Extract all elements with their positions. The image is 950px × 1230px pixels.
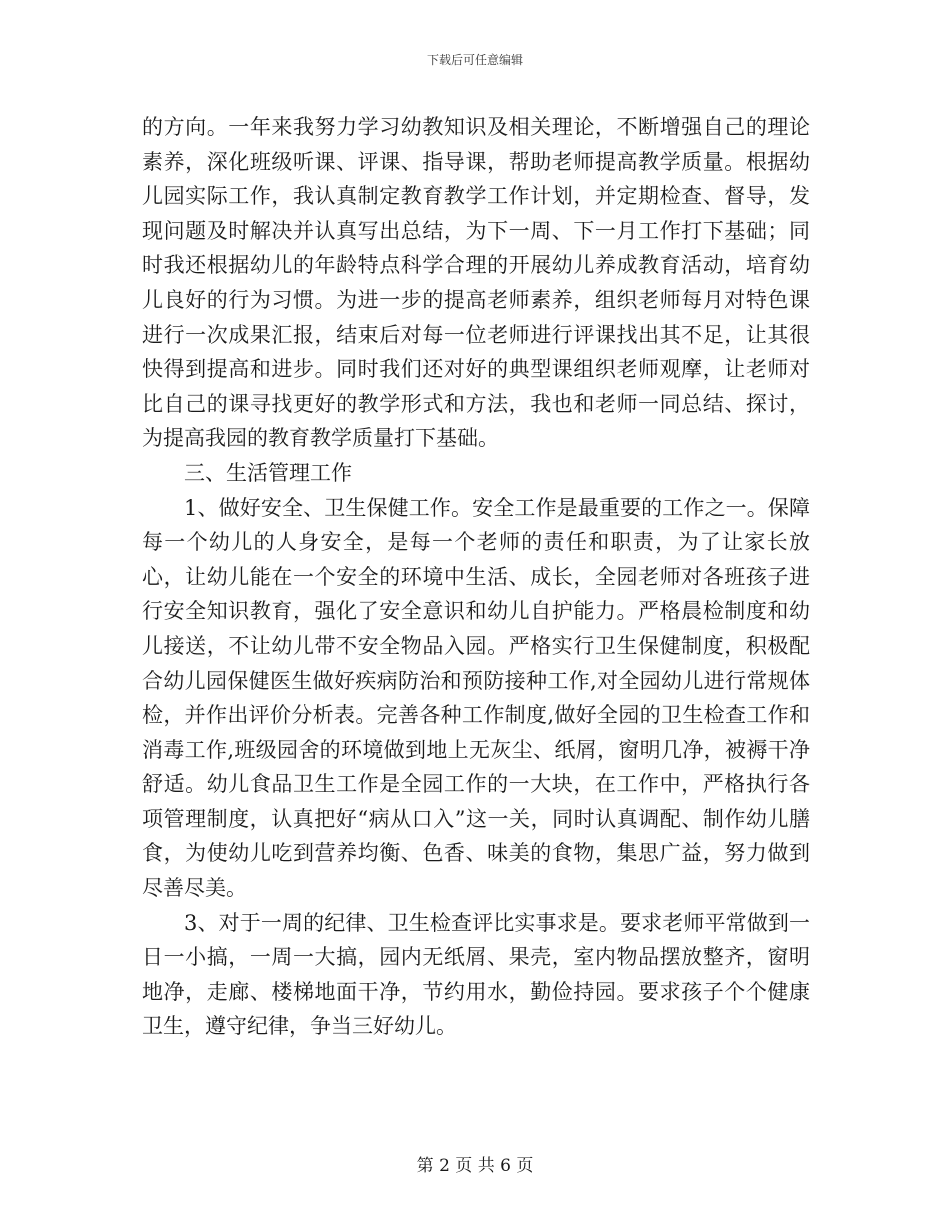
document-body: [142, 110, 810, 1044]
body-paragraph-continued: 的方向。一年来我努力学习幼教知识及相关理论，不断增强自己的理论素养，深化班级听课、评课、指导课，帮助老师提高教学质量。根据幼儿园实际工作，我认真制定教育教学工作计划，并定期检查、督导，发现问题及时解决并认真写出总结，为下一周、下一月工作打下基础；同时我还根据幼儿的年龄特点科学合理的开展幼儿养成教育活动，培育幼儿良好的行为习惯。为进一步的提高老师素养，组织老师每月对特色课进行一次成果汇报，结束后对每一位老师进行评课找出其不足，让其很快得到提高和进步。同时我们还对好的典型课组织老师观摩，让老师对比自己的课寻找更好的教学形式和方法，我也和老师一同总结、探讨，为提高我园的教育教学质量打下基础。: [142, 115, 810, 451]
section-heading-life-management: 三、生活管理工作: [184, 460, 352, 485]
page-header-note: 下载后可任意编辑: [426, 53, 523, 67]
body-paragraph-safety-health: 1、做好安全、卫生保健工作。安全工作是最重要的工作之一。保障每一个幼儿的人身安全，是每一个老师的责任和职责，为了让家长放心，让幼儿能在一个安全的环境中生活、成长，全园老师对各班孩子进行安全知识教育，强化了安全意识和幼儿自护能力。严格晨检制度和幼儿接送，不让幼儿带不安全物品入园。严格实行卫生保健制度，积极配合幼儿园保健医生做好疾病防治和预防接种工作,对全园幼儿进行常规体检，并作出评价分析表。完善各种工作制度,做好全园的卫生检查工作和消毒工作,班级园舍的环境做到地上无灰尘、纸屑，窗明几净，被褥干净舒适。幼儿食品卫生工作是全园工作的一大块，在工作中，严格执行各项管理制度，认真把好“病从口入”这一关，同时认真调配、制作幼儿膳食，为使幼儿吃到营养均衡、色香、味美的食物，集思广益，努力做到尽善尽美。: [142, 495, 810, 901]
page-number-footer: 第 2 页 共 6 页: [416, 1156, 534, 1176]
body-paragraph-discipline-inspection: 3、对于一周的纪律、卫生检查评比实事求是。要求老师平常做到一日一小搞，一周一大搞，园内无纸屑、果壳，室内物品摆放整齐，窗明地净，走廊、楼梯地面干净，节约用水，勤俭持园。要求孩子个个健康卫生，遵守纪律，争当三好幼儿。: [142, 910, 810, 1039]
